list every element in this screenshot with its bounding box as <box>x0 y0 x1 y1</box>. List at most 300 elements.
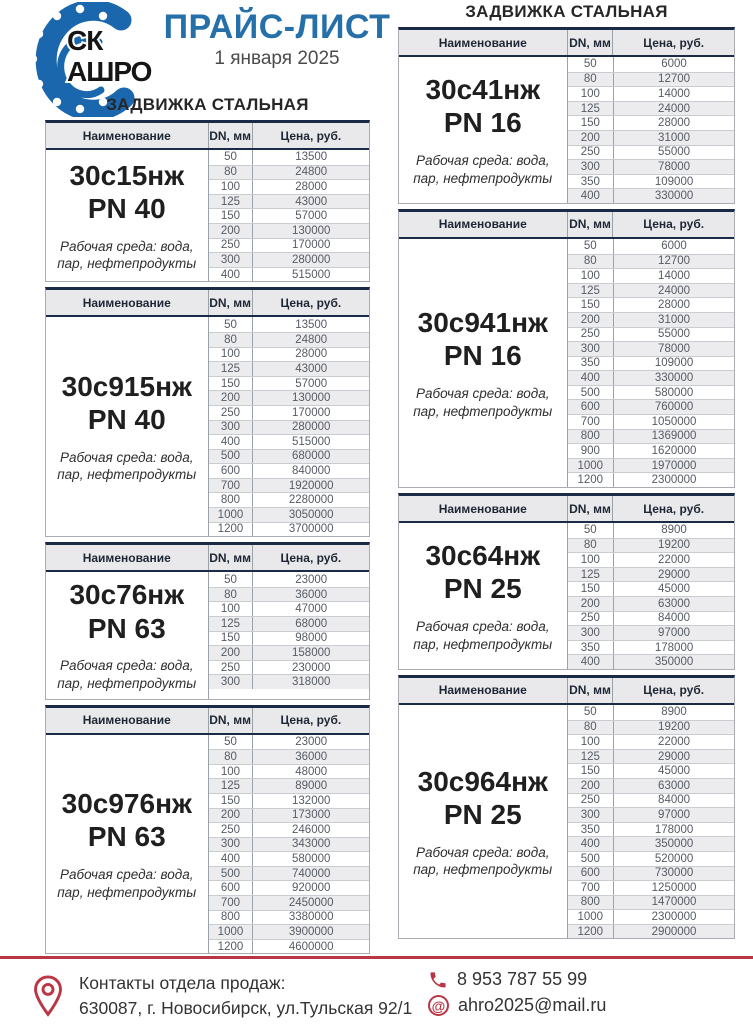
col-header-price: Цена, руб. <box>280 295 342 310</box>
product-media-note: Рабочая среда: вода, пар, нефтепродукты <box>413 386 553 419</box>
dn-value: 900 <box>568 444 615 458</box>
section-heading-right: ЗАДВИЖКА СТАЛЬНАЯ <box>465 2 668 21</box>
product-pn: PN 63 <box>87 612 166 644</box>
price-value: 89000 <box>295 780 328 793</box>
price-row <box>209 463 370 478</box>
dn-value: 350 <box>568 175 615 189</box>
price-value: 31000 <box>658 131 691 144</box>
price-value: 97000 <box>658 626 691 639</box>
price-table <box>45 542 370 699</box>
price-value: 28000 <box>658 299 691 312</box>
dn-value: 1000 <box>209 508 254 522</box>
price-rows <box>567 239 735 487</box>
price-value: 730000 <box>654 867 694 880</box>
dn-value: 250 <box>209 661 254 675</box>
price-row <box>209 492 370 507</box>
price-value: 2280000 <box>288 494 334 507</box>
price-row <box>209 910 370 925</box>
dn-value: 400 <box>209 852 254 866</box>
price-row <box>568 86 735 101</box>
price-value: 23000 <box>295 735 328 748</box>
price-value: 3050000 <box>288 508 334 521</box>
price-row <box>568 239 735 254</box>
price-value: 230000 <box>292 661 331 674</box>
dn-value: 80 <box>209 588 254 602</box>
price-value: 2450000 <box>288 896 334 909</box>
table-header-row <box>399 30 734 57</box>
price-row <box>568 640 735 655</box>
dn-value: 350 <box>568 823 615 837</box>
col-header-dn: DN, мм <box>567 30 614 55</box>
col-header-name: Наименование <box>438 683 527 698</box>
price-table <box>45 705 370 955</box>
price-row <box>209 880 370 895</box>
price-row <box>568 130 735 145</box>
email-address[interactable]: ahro2025@mail.ru <box>458 995 607 1015</box>
price-row <box>209 390 370 405</box>
product-pn: PN 25 <box>443 573 522 605</box>
col-header-price: Цена, руб. <box>643 217 705 232</box>
price-row <box>568 283 735 298</box>
price-row <box>568 567 735 582</box>
title-block <box>152 8 402 70</box>
product-model: 30с941нж <box>417 306 548 338</box>
right-column <box>398 3 735 939</box>
dn-value: 50 <box>568 239 615 254</box>
price-row <box>568 101 735 116</box>
dn-value: 250 <box>568 612 615 626</box>
price-value: 109000 <box>654 175 694 188</box>
dn-value: 400 <box>209 268 254 282</box>
price-value: 22000 <box>658 554 691 567</box>
dn-value: 300 <box>209 421 254 435</box>
product-cell <box>46 150 208 281</box>
dn-value: 700 <box>568 881 615 895</box>
dn-value: 125 <box>209 617 254 631</box>
product-pn: PN 25 <box>443 799 522 831</box>
price-row <box>209 924 370 939</box>
location-pin-icon <box>30 974 66 1018</box>
logo-text-line2: АШРО <box>67 56 152 87</box>
col-header-price: Цена, руб. <box>643 683 705 698</box>
dn-value: 150 <box>568 298 615 312</box>
product-media-note: Рабочая среда: вода, пар, нефтепродукты <box>413 844 553 878</box>
price-row <box>568 611 735 626</box>
price-row <box>209 601 370 616</box>
col-header-dn: DN, мм <box>567 496 614 521</box>
price-value: 55000 <box>658 328 691 341</box>
price-table <box>398 27 735 204</box>
dn-value: 250 <box>568 794 615 808</box>
price-value: 14000 <box>658 269 691 282</box>
price-value: 24800 <box>295 333 328 346</box>
price-row <box>209 735 370 750</box>
dn-value: 500 <box>209 450 254 464</box>
dn-value: 200 <box>209 646 254 660</box>
dn-value: 125 <box>568 568 615 582</box>
price-row <box>209 478 370 493</box>
price-row <box>568 778 735 793</box>
price-rows <box>208 317 370 536</box>
price-value: 68000 <box>295 617 328 630</box>
price-value: 29000 <box>658 568 691 581</box>
price-value: 130000 <box>292 392 331 405</box>
dn-value: 80 <box>209 750 254 764</box>
price-value: 57000 <box>295 377 328 390</box>
price-row <box>568 414 735 429</box>
col-header-name: Наименование <box>438 217 527 232</box>
price-row <box>209 267 370 282</box>
price-row <box>209 822 370 837</box>
col-header-name: Наименование <box>438 501 527 516</box>
product-model: 30с976нж <box>61 787 192 819</box>
price-value: 14000 <box>658 87 691 100</box>
price-row <box>209 165 370 180</box>
dn-value: 400 <box>209 435 254 449</box>
price-row <box>568 370 735 385</box>
table-header-row <box>46 290 369 317</box>
col-header-price: Цена, руб. <box>280 550 342 565</box>
price-value: 6000 <box>661 58 687 71</box>
price-row <box>568 188 735 203</box>
price-value: 1970000 <box>651 459 697 472</box>
price-value: 4600000 <box>288 940 334 953</box>
tables-right <box>398 27 735 939</box>
price-value: 246000 <box>292 823 331 836</box>
dn-value: 50 <box>568 57 615 72</box>
price-value: 78000 <box>658 160 691 173</box>
address: 630087, г. Новосибирск, ул.Тульская 92/1 <box>79 998 413 1019</box>
section-heading-left: ЗАДВИЖКА СТАЛЬНАЯ <box>106 95 309 114</box>
price-value: 280000 <box>292 421 331 434</box>
product-media-note: Рабочая среда: вода, пар, нефтепродукты <box>57 238 197 272</box>
price-row <box>209 238 370 253</box>
dn-value: 125 <box>209 195 254 209</box>
price-value: 178000 <box>654 823 694 836</box>
price-row <box>568 159 735 174</box>
price-row <box>209 616 370 631</box>
dn-value: 200 <box>568 597 615 611</box>
dn-value: 80 <box>568 255 615 269</box>
product-cell <box>46 317 208 536</box>
dn-value: 100 <box>209 348 254 362</box>
price-value: 63000 <box>658 779 691 792</box>
dn-value: 250 <box>568 328 615 342</box>
col-header-name: Наименование <box>82 550 171 565</box>
dn-value: 150 <box>209 209 254 223</box>
price-row <box>568 145 735 160</box>
col-header-price: Цена, руб. <box>643 501 705 516</box>
dn-value: 80 <box>209 166 254 180</box>
price-row <box>568 866 735 881</box>
price-value: 350000 <box>654 656 694 669</box>
dn-value: 150 <box>209 794 254 808</box>
page-date: 1 января 2025 <box>214 48 340 69</box>
dn-value: 400 <box>568 837 615 851</box>
dn-value: 1200 <box>209 523 254 537</box>
price-row <box>568 312 735 327</box>
price-row <box>568 596 735 611</box>
price-value: 36000 <box>295 750 328 763</box>
price-value: 920000 <box>292 882 331 895</box>
phone-email-block <box>428 969 606 1016</box>
table-header-row <box>46 545 369 572</box>
dn-value: 200 <box>568 779 615 793</box>
dn-value: 700 <box>209 479 254 493</box>
price-value: 280000 <box>292 253 331 266</box>
price-value: 78000 <box>658 342 691 355</box>
price-row <box>568 327 735 342</box>
price-value: 740000 <box>292 867 331 880</box>
price-value: 1620000 <box>651 445 697 458</box>
product-pn: PN 40 <box>87 404 166 436</box>
price-row <box>568 880 735 895</box>
price-value: 760000 <box>654 401 694 414</box>
price-row <box>568 654 735 669</box>
product-pn: PN 16 <box>443 340 522 372</box>
price-rows <box>567 57 735 203</box>
price-row <box>568 458 735 473</box>
dn-value: 400 <box>568 189 615 203</box>
dn-value: 80 <box>568 539 615 553</box>
price-row <box>568 268 735 283</box>
price-row <box>209 778 370 793</box>
dn-value: 1000 <box>568 459 615 473</box>
dn-value: 100 <box>568 735 615 749</box>
dn-value: 400 <box>568 371 615 385</box>
price-value: 330000 <box>654 190 694 203</box>
price-value: 178000 <box>654 641 694 654</box>
dn-value: 700 <box>209 896 254 910</box>
dn-value: 800 <box>209 911 254 925</box>
price-row <box>568 341 735 356</box>
price-value: 8900 <box>661 706 687 719</box>
price-row <box>209 808 370 823</box>
price-value: 43000 <box>295 195 328 208</box>
price-row <box>568 552 735 567</box>
col-header-name: Наименование <box>82 713 171 728</box>
price-value: 24000 <box>658 102 691 115</box>
price-value: 1050000 <box>651 415 697 428</box>
dn-value: 250 <box>209 406 254 420</box>
price-row <box>568 822 735 837</box>
price-row <box>209 522 370 537</box>
col-header-name: Наименование <box>82 128 171 143</box>
table-header-row <box>46 123 369 150</box>
price-row <box>209 194 370 209</box>
price-row <box>568 72 735 87</box>
col-header-name: Наименование <box>82 295 171 310</box>
price-value: 24800 <box>295 166 328 179</box>
dn-value: 200 <box>209 391 254 405</box>
price-value: 1250000 <box>651 881 697 894</box>
price-rows <box>208 735 370 954</box>
product-model: 30с76нж <box>69 579 185 611</box>
price-value: 515000 <box>292 268 331 281</box>
footer <box>0 956 753 1024</box>
dn-value: 700 <box>568 415 615 429</box>
contact-text <box>79 971 412 1022</box>
price-value: 318000 <box>292 676 331 689</box>
price-row <box>209 420 370 435</box>
price-value: 158000 <box>292 647 331 660</box>
phone-icon <box>428 970 448 990</box>
price-value: 36000 <box>295 588 328 601</box>
product-cell <box>46 572 208 698</box>
price-row <box>209 674 370 689</box>
price-value: 47000 <box>295 603 328 616</box>
dn-value: 200 <box>568 131 615 145</box>
price-row <box>568 851 735 866</box>
price-value: 98000 <box>295 632 328 645</box>
product-cell <box>399 523 567 669</box>
dn-value: 500 <box>209 867 254 881</box>
dn-value: 600 <box>209 881 254 895</box>
dn-value: 300 <box>568 808 615 822</box>
col-header-price: Цена, руб. <box>280 128 342 143</box>
dn-value: 600 <box>209 464 254 478</box>
price-row <box>209 793 370 808</box>
price-value: 22000 <box>658 735 691 748</box>
price-value: 13500 <box>295 318 328 331</box>
dn-value: 350 <box>568 357 615 371</box>
dn-value: 1000 <box>568 910 615 924</box>
dn-value: 150 <box>568 116 615 130</box>
col-header-name: Наименование <box>438 35 527 50</box>
dn-value: 80 <box>568 721 615 735</box>
price-value: 29000 <box>658 750 691 763</box>
dn-value: 125 <box>568 750 615 764</box>
dn-value: 300 <box>209 675 254 689</box>
product-cell <box>46 735 208 954</box>
price-row <box>568 749 735 764</box>
price-row <box>568 57 735 72</box>
price-value: 84000 <box>658 794 691 807</box>
product-model: 30с41нж <box>425 73 541 105</box>
price-value: 330000 <box>654 372 694 385</box>
price-value: 2900000 <box>651 925 697 938</box>
dn-value: 400 <box>568 655 615 669</box>
price-row <box>209 507 370 522</box>
product-pn: PN 16 <box>443 107 522 139</box>
price-value: 840000 <box>292 465 331 478</box>
price-value: 173000 <box>292 809 331 822</box>
price-rows <box>208 150 370 281</box>
price-row <box>568 909 735 924</box>
price-row <box>209 223 370 238</box>
product-model: 30с915нж <box>61 370 192 402</box>
price-value: 12700 <box>658 73 691 86</box>
dn-value: 800 <box>568 896 615 910</box>
dn-value: 150 <box>209 377 254 391</box>
dn-value: 50 <box>568 523 615 538</box>
product-media-note: Рабочая среда: вода, пар, нефтепродукты <box>57 867 197 900</box>
phone-number[interactable]: 8 953 787 55 99 <box>457 969 588 989</box>
dn-value: 100 <box>568 553 615 567</box>
price-value: 6000 <box>661 240 687 253</box>
price-value: 580000 <box>292 853 331 866</box>
dn-value: 800 <box>568 430 615 444</box>
price-row <box>568 174 735 189</box>
dn-value: 500 <box>568 852 615 866</box>
dn-value: 600 <box>568 400 615 414</box>
price-row <box>209 317 370 332</box>
price-value: 3700000 <box>288 523 334 536</box>
dn-value: 100 <box>209 602 254 616</box>
dn-value: 250 <box>209 823 254 837</box>
price-value: 3900000 <box>288 926 334 939</box>
dn-value: 350 <box>568 641 615 655</box>
price-row <box>568 385 735 400</box>
price-value: 57000 <box>295 210 328 223</box>
dn-value: 50 <box>568 705 615 720</box>
price-rows <box>208 572 370 698</box>
price-row <box>209 252 370 267</box>
price-row <box>568 705 735 720</box>
table-header-row <box>399 496 734 523</box>
price-row <box>568 793 735 808</box>
table-header-row <box>46 708 369 735</box>
price-value: 43000 <box>295 362 328 375</box>
price-row <box>209 851 370 866</box>
price-value: 48000 <box>295 765 328 778</box>
price-row <box>209 434 370 449</box>
price-row <box>568 254 735 269</box>
product-cell <box>399 705 567 939</box>
dn-value: 250 <box>209 239 254 253</box>
dn-value: 300 <box>568 160 615 174</box>
price-value: 130000 <box>292 224 331 237</box>
price-row <box>209 645 370 660</box>
table-header-row <box>399 678 734 705</box>
col-header-price: Цена, руб. <box>643 35 705 50</box>
price-value: 55000 <box>658 146 691 159</box>
price-value: 19200 <box>658 721 691 734</box>
email-icon: @ <box>428 995 449 1016</box>
dn-value: 125 <box>209 779 254 793</box>
price-value: 1369000 <box>651 430 697 443</box>
price-value: 97000 <box>658 808 691 821</box>
dn-value: 1000 <box>209 925 254 939</box>
dn-value: 125 <box>568 102 615 116</box>
dn-value: 50 <box>209 317 254 332</box>
dn-value: 100 <box>568 269 615 283</box>
col-header-dn: DN, мм <box>567 212 614 237</box>
price-row <box>568 807 735 822</box>
page-title: ПРАЙС-ЛИСТ <box>163 8 391 46</box>
price-row <box>568 399 735 414</box>
dn-value: 300 <box>568 342 615 356</box>
dn-value: 150 <box>568 764 615 778</box>
contact-block <box>30 971 412 1022</box>
product-model: 30с64нж <box>425 539 541 571</box>
price-value: 45000 <box>658 765 691 778</box>
price-value: 1920000 <box>288 479 334 492</box>
price-row <box>568 720 735 735</box>
price-table <box>45 120 370 282</box>
product-media-note: Рабочая среда: вода, пар, нефтепродукты <box>413 619 553 652</box>
price-row <box>568 356 735 371</box>
dn-value: 300 <box>209 253 254 267</box>
price-row <box>568 472 735 487</box>
price-value: 84000 <box>658 612 691 625</box>
dn-value: 250 <box>568 146 615 160</box>
price-value: 515000 <box>292 435 331 448</box>
price-row <box>568 763 735 778</box>
price-row <box>209 405 370 420</box>
price-row <box>568 538 735 553</box>
price-value: 45000 <box>658 583 691 596</box>
